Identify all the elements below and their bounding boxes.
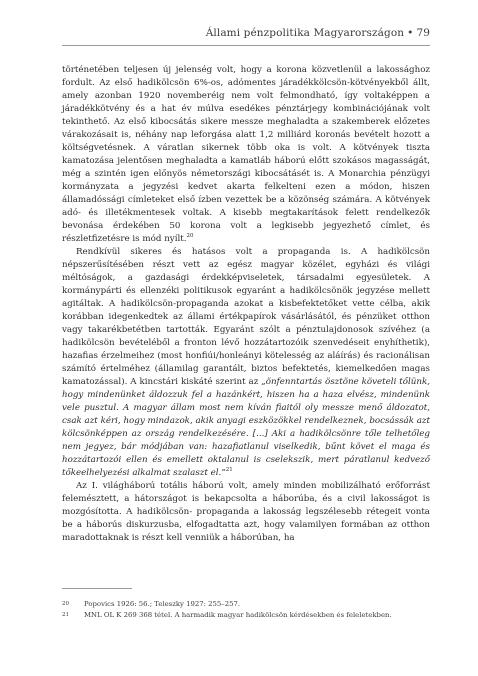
footnote-text: Popovics 1926: 56.; Teleszky 1927: 255–257. bbox=[84, 600, 241, 608]
footnote-item bbox=[62, 610, 430, 621]
footnote-ref-20[interactable]: 20 bbox=[186, 233, 194, 240]
header-rule bbox=[62, 45, 430, 46]
footnote-ref-21[interactable]: 21 bbox=[225, 467, 233, 474]
paragraph-3 bbox=[62, 480, 430, 545]
footnotes bbox=[62, 599, 430, 621]
paragraph-3-text: Az I. világháború totális háború volt, amely minden mobilizálható erőforrást felemésztett, a hátországot is bekapcsolta a háborúba, és a civil lakosságot is mozgósította. A hadikölcsön- propaganda a lakosság legszélesebb rétegeit vonta be a háborús diskurzusba, elfogadtatta azt, hogy valamilyen formában az otthon maradottaknak is részt kell venniük a háborúban, ha bbox=[62, 481, 430, 543]
paragraph-2 bbox=[62, 246, 430, 480]
paragraph-2-text: Rendkívül sikeres és hatásos volt a propaganda is. A hadikölcsön népszerűsítésében részt vett az egész magyar közélet, egyházi és világi méltóságok, a gazdasági érdekképviseletek, társadalmi egyesületek. A kormánypárti és ellenzéki politikusok egyaránt a hadikölcsönök jegyzése mellett agitáltak. A hadikölcsön-propaganda azokat a kisbefektetőket vette célba, akik korábban idegenkedtek az állami értékpapírok vásárlásától, és pénzüket otthon vagy takarékbetétben tartották. Egyaránt szólt a pénztulajdonosok szívéhez (a hadikölcsön bevételéből a fronton lévő hozzátartozóik szenvedéseit enyhíthetik), hazafias érzelmeihez (most honfiúi/honleányi kötelesség az aláírás) és racionálisan számító értelméhez (államilag garantált, biztos befektetés, kiemelkedően magas kamatozással). A kincstári kiskáté szerint az bbox=[62, 247, 430, 387]
footnote-number: 20 bbox=[62, 601, 69, 607]
footnote-rule bbox=[62, 588, 132, 589]
kiskate-quote: „önfenntartás ösztöne követeli tőlünk, hogy mindenünket áldozzuk fel a hazánkért, hiszen ha a haza elvész, mindenünk vele pusztul. A magyar állam most nem kíván fiaitól oly messze menő áldozatot, csak azt kéri, hogy mindazok, akik anyagi eszközökkel rendelkeznek, bocsássák azt kölcsönképpen az ország rendelkezésére. [...] Aki a hadikölcsönre tőle telhetőleg nem jegyez, bár módjában van: hazafiatlanul viselkedik, bűnt követ el maga és hozzátartozói ellen és emellett oktalanul is cselekszik, mert páratlanul kedvező tőkeelhelyezési alkalmat szalaszt el.” bbox=[62, 377, 430, 478]
running-title: Állami pénzpolitika Magyarországon bbox=[205, 27, 405, 39]
paragraph-1 bbox=[62, 64, 430, 246]
running-header bbox=[206, 27, 430, 39]
footnote-item bbox=[62, 599, 430, 610]
footnote-text: MNL OL K 269 368 tétel. A harmadik magyar hadikölcsön kérdésekben és feleletekben. bbox=[84, 611, 392, 619]
paragraph-1-text: történetében teljesen új jelenség volt, hogy a korona közvetlenül a lakossághoz fordult. Az első hadikölcsön 6%-os, adómentes járadékkölcsön-kötvényekből állt, amely azonban 1920 novemberéig nem volt felmondható, így voltaképpen a járadékkötvény és a hat év múlva esedékes pénztárjegy kombinációjának volt tekinthető. Az első kibocsátás sikere messze meghaladta a szakemberek előzetes várakozásait is, néhány nap leforgása alatt 1,2 milliárd koronás bevételt hozott a költségvetésnek. A váratlan sikernek több oka is volt. A kötvények tiszta kamatozása jelentősen meghaladta a kamatláb háború előtt szokásos magasságát, még a szintén igen előnyös németországi kibocsátásét is. A Monarchia pénzügyi kormányzata a jegyzési kedvet akarta felkelteni ezen a módon, hiszen államadóssági címleteket első ízben vezettek be a közönség számára. A kötvények adó- és illetékmentesek voltak. A kisebb megtakarítások felett rendelkezők bevonása érdekében 50 korona volt a legkisebb jegyezhető címlet, és részletfizetésre is mód nyílt. bbox=[62, 65, 430, 244]
body-text bbox=[62, 64, 430, 545]
header-separator: • bbox=[407, 27, 414, 39]
page-number: 79 bbox=[416, 27, 430, 39]
footnote-number: 21 bbox=[62, 612, 69, 618]
